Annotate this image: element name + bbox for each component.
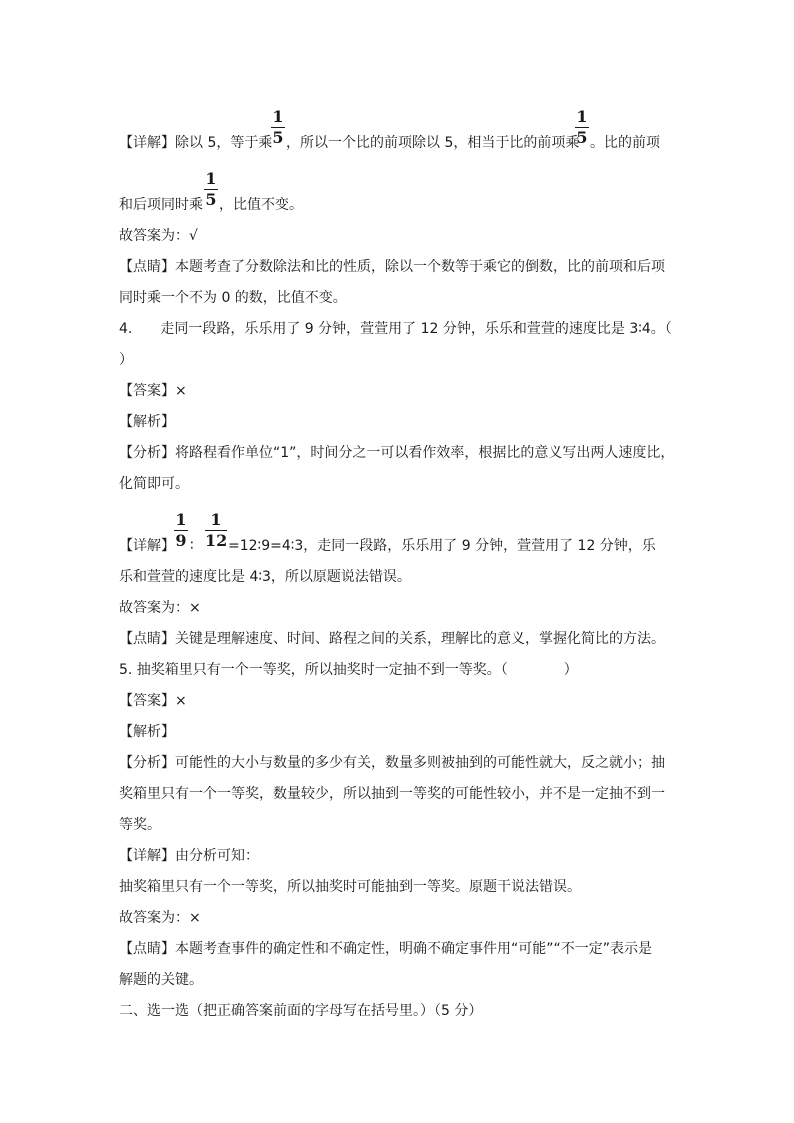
remark-line: 【点睛】关键是理解速度、时间、路程之间的关系，理解比的意义，掌握化简比的方法。 (119, 631, 665, 647)
detail-line-2: 抽奖箱里只有一个一等奖，所以抽奖时可能抽到一等奖。原题干说法错误。 (119, 879, 581, 895)
detail-label: 【详解】 (119, 538, 175, 554)
answer-label: 【答案】× (119, 693, 187, 709)
detail-line-2b: ，比值不变。 (219, 197, 303, 213)
question-4-paren: ） (119, 352, 133, 368)
fraction-one-twelfth (205, 511, 227, 550)
detail-line-2a: 和后项同时乘 (119, 197, 203, 213)
detail-line-1a: 【详解】除以 5，等于乘 (119, 135, 273, 151)
fraction-numerator: 1 (205, 169, 217, 188)
fraction-one-fifth (204, 170, 218, 209)
fraction-one-ninth (174, 511, 188, 550)
fraction-numerator: 1 (175, 510, 187, 529)
detail-line-3: =12∶9=4∶3，走同一段路，乐乐用了 9 分钟，萱萱用了 12 分钟，乐 (228, 538, 656, 554)
ratio-colon: ∶ (190, 538, 194, 554)
section-heading: 二、选一选（把正确答案前面的字母写在括号里。）（5 分） (119, 1003, 483, 1019)
remark-line-1: 【点睛】本题考查事件的确定性和不确定性，明确不确定事件用“可能”“不一定”表示是 (119, 941, 653, 957)
fraction-denominator: 5 (205, 190, 217, 209)
fraction-one-fifth (271, 108, 285, 147)
remark-line-2: 同时乘一个不为 0 的数，比值不变。 (119, 290, 347, 306)
fraction-denominator: 5 (272, 128, 284, 147)
analysis-line-1: 【分析】将路程看作单位“1”，时间分之一可以看作效率，根据比的意义写出两人速度比， (119, 445, 675, 461)
analysis-label: 【解析】 (119, 414, 175, 430)
remark-line-2: 解题的关键。 (119, 972, 203, 988)
answer-line: 故答案为：× (119, 910, 201, 926)
analysis-label: 【解析】 (119, 724, 175, 740)
analysis-line-2: 奖箱里只有一个一等奖，数量较少，所以抽到一等奖的可能性较小，并不是一定抽不到一 (119, 786, 665, 802)
analysis-line-2: 化简即可。 (119, 476, 189, 492)
answer-label: 【答案】× (119, 383, 187, 399)
fraction-denominator: 5 (576, 128, 588, 147)
analysis-line-1: 【分析】可能性的大小与数量的多少有关，数量多则被抽到的可能性就大，反之就小；抽 (119, 755, 665, 771)
question-5: 5. 抽奖箱里只有一个一等奖，所以抽奖时一定抽不到一等奖。（ ） (119, 662, 578, 678)
fraction-one-fifth (575, 108, 589, 147)
remark-line-1: 【点睛】本题考查了分数除法和比的性质，除以一个数等于乘它的倒数，比的前项和后项 (119, 259, 665, 275)
detail-line-4: 乐和萱萱的速度比是 4∶3，所以原题说法错误。 (119, 569, 411, 585)
fraction-numerator: 1 (210, 510, 222, 529)
answer-line: 故答案为：× (119, 600, 201, 616)
fraction-denominator: 12 (205, 531, 228, 550)
answer-line: 故答案为：√ (119, 228, 198, 244)
detail-line-1b: ，所以一个比的前项除以 5，相当于比的前项乘 (286, 135, 580, 151)
analysis-line-3: 等奖。 (119, 817, 161, 833)
detail-line-1c: 。比的前项 (590, 135, 660, 151)
fraction-denominator: 9 (175, 531, 187, 550)
detail-line: 【详解】由分析可知： (119, 848, 259, 864)
fraction-numerator: 1 (272, 107, 284, 126)
question-4: 4. 走同一段路，乐乐用了 9 分钟，萱萱用了 12 分钟，乐乐和萱萱的速度比是 3∶4。（ (119, 321, 672, 337)
fraction-numerator: 1 (576, 107, 588, 126)
